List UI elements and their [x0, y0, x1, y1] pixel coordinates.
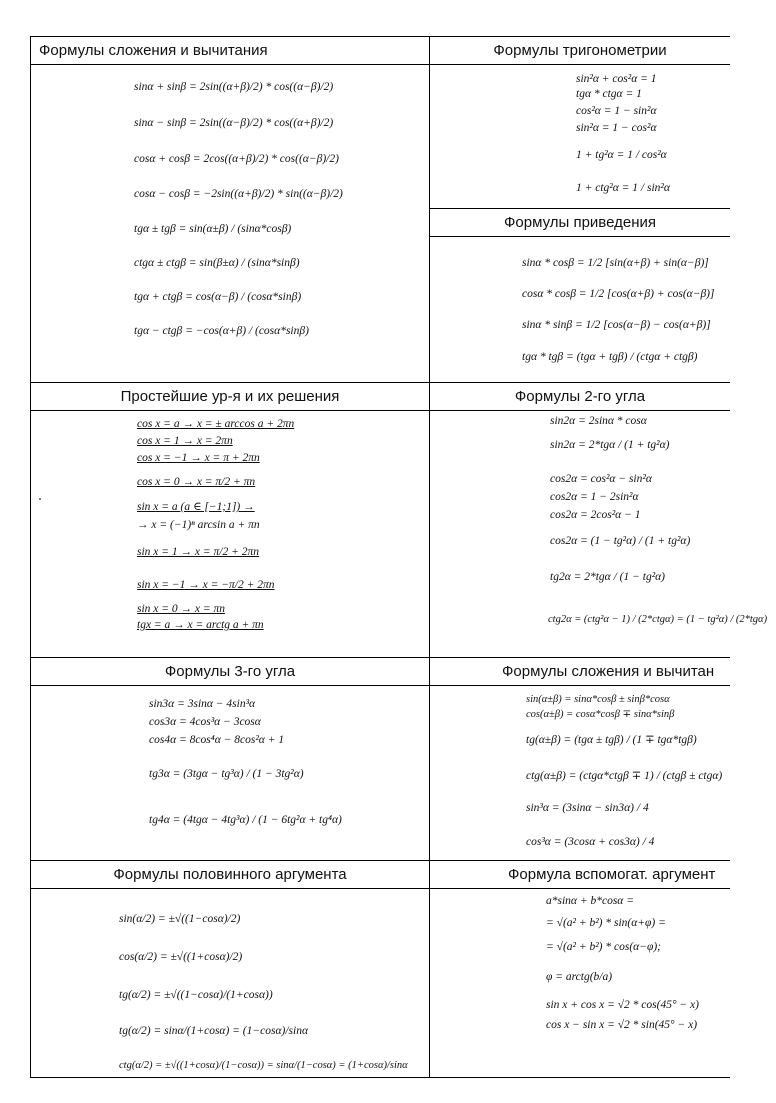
formula: cos x = −1 → x = π + 2πn — [137, 452, 260, 464]
formula: cos2α = 2cos²α − 1 — [550, 509, 641, 521]
formula: tg3α = (3tgα − tg³α) / (1 − 3tg²α) — [149, 768, 304, 780]
formula: sin x = −1 → x = −π/2 + 2πn — [137, 579, 275, 591]
formula-list — [430, 413, 768, 657]
formula: cos4α = 8cos⁴α − 8cos²α + 1 — [149, 734, 285, 746]
formula-list — [31, 67, 429, 382]
formula: tg2α = 2*tgα / (1 − tg²α) — [550, 571, 666, 583]
section-title: Формулы 2-го угла — [430, 383, 730, 411]
grid-line-bottom — [30, 1077, 730, 1078]
formula: cos x = 0 → x = π/2 + πn — [137, 476, 256, 488]
formula: sin²α + cos²α = 1 — [576, 73, 657, 85]
section-title: Формулы приведения — [430, 209, 730, 237]
formula: sinα + sinβ = 2sin((α+β)/2) * cos((α−β)/2) — [134, 81, 334, 93]
section-title: Формула вспомогат. аргумент — [430, 861, 730, 889]
formula: tgα * tgβ = (tgα + tgβ) / (ctgα + ctgβ) — [522, 351, 698, 363]
formula: sinα * cosβ = 1/2 [sin(α+β) + sin(α−β)] — [522, 257, 709, 269]
section-aux — [430, 861, 730, 1077]
formula: a*sinα + b*cosα = — [546, 895, 634, 907]
formula: cos x − sin x = √2 * sin(45° − x) — [546, 1019, 698, 1031]
formula: cos3α = 4cos³α − 3cosα — [149, 716, 261, 728]
formula: tgx = a → x = arctg a + πn — [137, 619, 264, 631]
section-title: Формулы половинного аргумента — [31, 861, 429, 889]
formula: → x = (−1)ⁿ arcsin a + πn — [137, 519, 260, 531]
section-double — [430, 383, 768, 657]
formula: cos2α = 1 − 2sin²α — [550, 491, 639, 503]
formula: sin x = 0 → x = πn — [137, 603, 226, 615]
formula: sin2α = 2*tgα / (1 + tg²α) — [550, 439, 670, 451]
formula: sin(α/2) = ±√((1−cosα)/2) — [119, 913, 241, 925]
formula: tg(α±β) = (tgα ± tgβ) / (1 ∓ tgα*tgβ) — [526, 734, 697, 746]
formula: 1 + ctg²α = 1 / sin²α — [576, 182, 670, 194]
formula-list — [31, 891, 429, 1077]
formula: ctg2α = (ctg²α − 1) / (2*ctgα) = (1 − tg²α) / (2*tgα) — [548, 614, 768, 625]
formula: sin x + cos x = √2 * cos(45° − x) — [546, 999, 699, 1011]
formula: cos2α = cos²α − sin²α — [550, 473, 652, 485]
section-title: Формулы сложения и вычитан — [430, 658, 730, 686]
formula: sinα − sinβ = 2sin((α−β)/2) * cos((α+β)/2) — [134, 117, 334, 129]
section-reduction — [430, 209, 730, 382]
formula: tg4α = (4tgα − 4tg³α) / (1 − 6tg²α + tg⁴α) — [149, 814, 342, 826]
formula: cosα + cosβ = 2cos((α+β)/2) * cos((α−β)/2) — [134, 153, 339, 165]
section-triple — [31, 658, 429, 860]
formula: cosα − cosβ = −2sin((α+β)/2) * sin((α−β)/2) — [134, 188, 343, 200]
formula: cos(α/2) = ±√((1+cosα)/2) — [119, 951, 243, 963]
formula-list — [430, 239, 730, 382]
formula: tg(α/2) = ±√((1−cosα)/(1+cosα)) — [119, 989, 273, 1001]
formula: tgα − ctgβ = −cos(α+β) / (cosα*sinβ) — [134, 325, 309, 337]
section-simple — [31, 383, 429, 657]
formula: cos(α±β) = cosα*cosβ ∓ sinα*sinβ — [526, 709, 675, 720]
formula: cos2α = (1 − tg²α) / (1 + tg²α) — [550, 535, 691, 547]
formula: cos³α = (3cosα + cos3α) / 4 — [526, 836, 655, 848]
section-title: Формулы сложения и вычитания — [31, 37, 429, 65]
section-half — [31, 861, 429, 1077]
formula: cos²α = 1 − sin²α — [576, 105, 657, 117]
formula: sin(α±β) = sinα*cosβ ± sinβ*cosα — [526, 694, 670, 705]
formula-sheet — [30, 36, 768, 1078]
formula: sinα * sinβ = 1/2 [cos(α−β) − cos(α+β)] — [522, 319, 711, 331]
formula: ctgα ± ctgβ = sin(β±α) / (sinα*sinβ) — [134, 257, 300, 269]
section-trig — [430, 37, 730, 208]
formula-list — [430, 67, 730, 208]
section-title: Формулы 3-го угла — [31, 658, 429, 686]
formula: sin3α = 3sinα − 4sin³α — [149, 698, 256, 710]
formula: φ = arctg(b/a) — [546, 971, 613, 983]
section-title: Простейшие ур-я и их решения — [31, 383, 429, 411]
speck — [39, 498, 41, 500]
formula-list — [31, 688, 429, 860]
formula-list — [31, 413, 429, 657]
formula: cosα * cosβ = 1/2 [cos(α+β) + cos(α−β)] — [522, 288, 715, 300]
formula: cos x = 1 → x = 2πn — [137, 435, 233, 447]
formula: sin³α = (3sinα − sin3α) / 4 — [526, 802, 649, 814]
formula: = √(a² + b²) * sin(α+φ) = — [546, 917, 666, 929]
formula: cos x = a → x = ± arccos a + 2πn — [137, 418, 295, 430]
formula: ctg(α/2) = ±√((1+cosα)/(1−cosα)) = sinα/(1−cosα) = (1+cosα)/sinα — [119, 1060, 408, 1071]
formula: sin2α = 2sinα * cosα — [550, 415, 647, 427]
formula: sin x = 1 → x = π/2 + 2πn — [137, 546, 260, 558]
section-addition — [31, 37, 429, 382]
section-addition-2 — [430, 658, 730, 860]
formula: tg(α/2) = sinα/(1+cosα) = (1−cosα)/sinα — [119, 1025, 308, 1037]
formula: sin x = a (a ∈ [−1;1]) → — [137, 501, 255, 513]
section-title: Формулы тригонометрии — [430, 37, 730, 65]
formula-list — [430, 688, 730, 860]
formula: sin²α = 1 − cos²α — [576, 122, 657, 134]
formula: = √(a² + b²) * cos(α−φ); — [546, 941, 661, 953]
formula-list — [430, 891, 730, 1077]
formula: tgα * ctgα = 1 — [576, 88, 642, 100]
formula: tgα ± tgβ = sin(α±β) / (sinα*cosβ) — [134, 223, 292, 235]
formula: tgα + ctgβ = cos(α−β) / (cosα*sinβ) — [134, 291, 302, 303]
formula: ctg(α±β) = (ctgα*ctgβ ∓ 1) / (ctgβ ± ctgα) — [526, 770, 723, 782]
formula: 1 + tg²α = 1 / cos²α — [576, 149, 667, 161]
